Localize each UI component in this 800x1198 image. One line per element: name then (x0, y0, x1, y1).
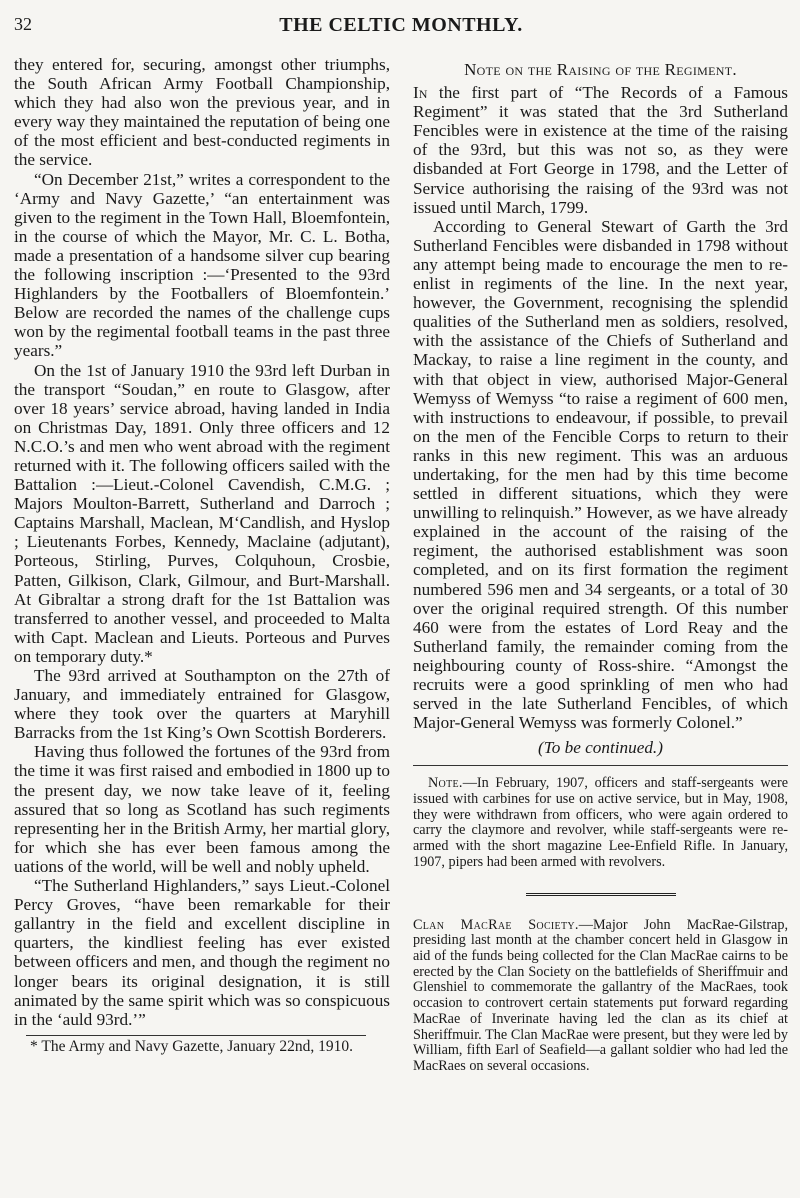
paragraph: According to General Stewart of Garth the 3rd Sutherland Fencibles were disbanded in 1798 without any attempt being made to encourage the men to re-enlist in regiments of the line. In the next year, however, the Government, recognising the splendid qualities of the Sutherland men as soldiers, resolved, with the assistance of the Chiefs of Sutherland and Mackay, to raise a line regiment in the county, and with that object in view, authorised Major-General Wemyss of Wemyss “to raise a regiment of 600 men, with instructions to endeavour, if possible, to prevail on the men of the Fencible Corps to return to their ranks in this new regiment. This was an arduous undertaking, for the men had by this time become settled in different situations, which they were unwilling to relinquish.” However, as we have already explained in the account of the raising of the regiment, the authorised establishment was soon completed, and on its first formation the regiment numbered 596 men and 34 sergeants, or a total of 30 over the original required strength. Of this number 460 were from the estates of Lord Reay and the Sutherland family, the remainder coming from the neighbouring county of Ross-shire. “Amongst the recruits were a good sprinkling of men who had served in the late Sutherland Fencibles, of which Major-General Wemyss was formerly Colonel.” (413, 216, 788, 733)
paragraph: “On December 21st,” writes a correspondent to the ‘Army and Navy Gazette,’ “an entertainment was given to the regiment in the Town Hall, Bloemfontein, in the course of which the Mayor, Mr. C. L. Botha, made a presentation of a handsome silver cup bearing the following inscription :—‘Presented to the 93rd Highlanders by the Footballers of Bloemfontein.’ Below are recorded the names of the challenge cups won by the regimental football teams in the past three years.” (14, 169, 390, 361)
note-paragraph (413, 776, 788, 870)
paragraph (413, 83, 788, 217)
note-lead: Note. (428, 775, 463, 792)
paragraph: On the 1st of January 1910 the 93rd left Durban in the transport “Soudan,” en route to Glasgow, after over 18 years’ service abroad, having landed in India on Christmas Day, 1891. Only three officers and 12 N.C.O.’s and men who went abroad with the regiment returned with it. The following officers sailed with the Battalion :—Lieut.-Colonel Cavendish, C.M.G. ; Majors Moulton-Barrett, Sutherland and Darroch ; Captains Marshall, Maclean, M‘Candlish, and Hyslop ; Lieutenants Forbes, Kennedy, Maclaine (adjutant), Porteous, Stirling, Purves, Colquhoun, Crosbie, Patten, Gilkison, Clark, Gilmour, and Burt-Marshall. At Gibraltar a strong draft for the 1st Battalion was transferred to another vessel, and proceeded to Malta with Capt. Maclean and Lieuts. Porteous and Purves on temporary duty.* (14, 360, 390, 666)
clan-note-paragraph (413, 918, 788, 1075)
left-column (14, 55, 390, 1055)
paragraph: Having thus followed the fortunes of the 93rd from the time it was first raised and embodied in 1800 up to the present day, we now take leave of it, feeling assured that so long as Scotland has such regiments representing her in the British Army, her martial glory, for which she has ever been famous among the uations of the world, will be well and nobly upheld. (14, 742, 390, 876)
footnote-divider (26, 1035, 366, 1036)
note-block (413, 776, 788, 870)
lead-word: In (413, 83, 428, 103)
running-head (14, 10, 788, 34)
clan-note-block (413, 918, 788, 1075)
section-divider (413, 765, 788, 766)
journal-title: THE CELTIC MONTHLY. (279, 14, 523, 36)
clan-note-lead: Clan MacRae Society. (413, 916, 579, 933)
section-heading: Note on the Raising of the Regiment. (464, 60, 737, 79)
right-column (413, 60, 788, 1075)
paragraph: The 93rd arrived at Southampton on the 27th of January, and immediately entrained for Glasgow, where they took over the quarters at Maryhill Barracks from the 1st King’s Own Scottish Borderers. (14, 666, 390, 743)
paragraph: they entered for, securing, amongst other triumphs, the South African Army Football Championship, which they had also won the previous year, and in every way they maintained the reputation of being one of the most efficient and best-conducted regiments in the service. (14, 55, 390, 170)
note-text: —In February, 1907, officers and staff-sergeants were issued with carbines for use on active service, but in May, 1908, they were withdrawn from officers, who were again ordered to carry the claymore and revolver, while staff-sergeants were re-armed with the short magazine Lee-Enfield Rifle. In January, 1907, pipers had been armed with revolvers. (413, 775, 788, 870)
clan-note-text: —Major John MacRae-Gilstrap, presiding last month at the chamber concert held in Glasgow in aid of the funds being collected for the Clan MacRae cairns to be erected by the Clan Society on the battlefields of Sheriffmuir and Glenshiel to commemorate the gallantry of the MacRaes, took occasion to controvert certain statements put forward regarding MacRae of Inverinate having led the clan as its chief at Sheriffmuir. The Clan MacRae were present, but they were led by William, fifth Earl of Seafield—a gallant soldier who had led the MacRaes on several occasions. (413, 916, 788, 1074)
paragraph: “The Sutherland Highlanders,” says Lieut.-Colonel Percy Groves, “have been remarkable for their gallantry in the field and excellent discipline in quarters, the kindliest feeling has ever existed between officers and men, and though the regiment no longer bears its original designation, it is still animated by the same spirit which was so conspicuous in the ‘auld 93rd.’” (14, 876, 390, 1029)
to-be-continued: (To be continued.) (538, 738, 663, 758)
footnote: * The Army and Navy Gazette, January 22nd, 1910. (30, 1037, 353, 1055)
paragraph-text: the first part of “The Records of a Famous Regiment” it was stated that the 3rd Sutherland Fencibles were in existence at the time of the raising of the 93rd, but this was not so, as they were disbanded at Fort George in 1798, and the Letter of Service authorising the raising of the 93rd was not issued until March, 1799. (413, 83, 788, 217)
page-number: 32 (14, 14, 32, 34)
